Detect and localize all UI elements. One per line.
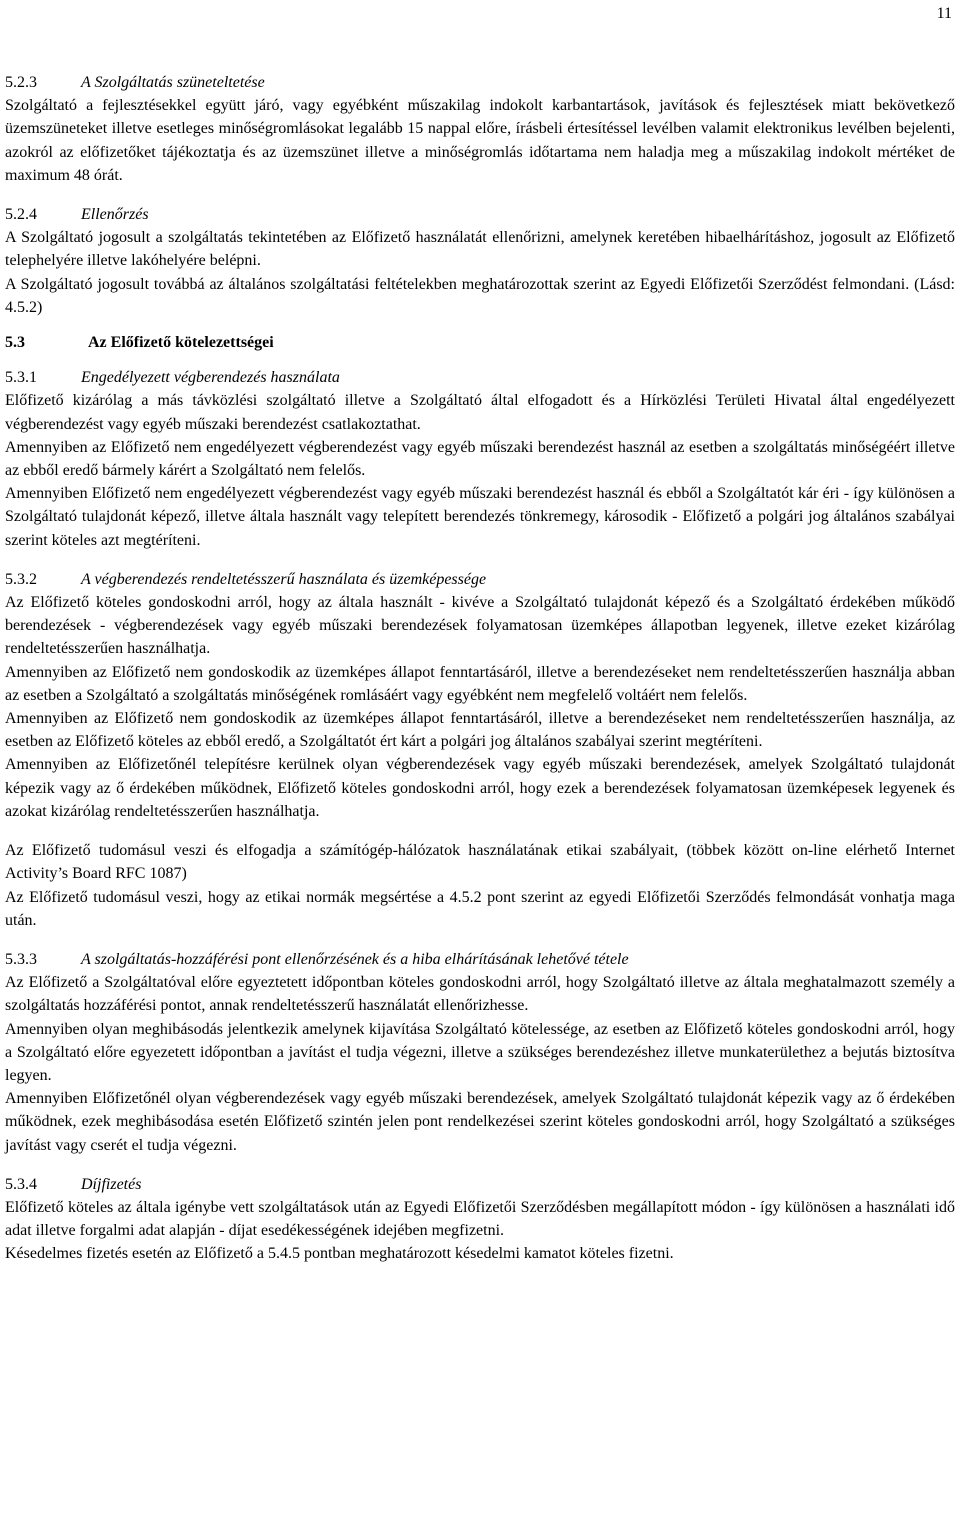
section-heading-5-3-1 <box>5 366 955 389</box>
paragraph: Az Előfizető a Szolgáltatóval előre egyeztetett időpontban köteles gondoskodni arról, hogy Szolgáltató illetve az általa meghatalmazott személy a szolgáltatás hozzáférési pontot, annak rendeltetésszerű használatát ellenőrizhesse. <box>5 974 955 1015</box>
section-number: 5.3.3 <box>5 950 37 968</box>
section-number: 5.2.4 <box>5 206 37 224</box>
paragraph: Az Előfizető tudomásul veszi és elfogadja a számítógép-hálózatok használatának etikai szabályait, (többek között on-line elérhető Internet Activity’s Board RFC 1087) <box>5 842 955 883</box>
section-number: 5.3 <box>5 334 25 352</box>
paragraph: Amennyiben Előfizető nem engedélyezett végberendezést vagy egyéb műszaki berendezést használ és ebből a Szolgáltatót kár éri - így különösen a Szolgáltató tulajdonát képező, illetve általa használt vagy telepített berendezés tönkremegy, károsodik - Előfizető a polgári jog általános szabályai szerint köteles azt megtéríteni. <box>5 485 955 549</box>
document-body <box>5 71 955 1266</box>
section-title: Engedélyezett végberendezés használata <box>81 369 340 387</box>
section-title: A szolgáltatás-hozzáférési pont ellenőrzésének és a hiba elhárításának lehetővé tétele <box>81 950 629 968</box>
paragraph: A Szolgáltató jogosult a szolgáltatás tekintetében az Előfizető használatát ellenőrizni, amelynek keretében hibaelhárításhoz, jogosult az Előfizető telephelyére illetve lakóhelyére belépni. <box>5 229 955 270</box>
section-number: 5.3.1 <box>5 369 37 387</box>
paragraph: Az Előfizető köteles gondoskodni arról, hogy az általa használt - kivéve a Szolgáltató tulajdonát képező és a Szolgáltató érdekében működő berendezések - végberendezések vagy egyéb műszaki berendezések folyamatosan üzemképes állapotban legyenek, illetve ezeket kizárólag rendeltetésszerűen használhatja. <box>5 594 955 658</box>
paragraph: Amennyiben az Előfizető nem gondoskodik az üzemképes állapot fenntartásáról, illetve a berendezéseket nem rendeltetésszerűen használja abban az esetben a Szolgáltató a szolgáltatás minőségének romlásáért vagy egyébként nem megfelelő voltáért nem felelős. <box>5 663 955 704</box>
section-title: Díjfizetés <box>81 1175 142 1193</box>
section-title: Az Előfizető kötelezettségei <box>88 334 274 352</box>
section-heading-5-2-3 <box>5 71 955 94</box>
section-title: A Szolgáltatás szüneteltetése <box>81 74 265 91</box>
paragraph: A Szolgáltató jogosult továbbá az általános szolgáltatási feltételekben meghatározottak szerint az Egyedi Előfizetői Szerződést felmondani. (Lásd: 4.5.2) <box>5 275 955 316</box>
paragraph: Késedelmes fizetés esetén az Előfizető a 5.4.5 pontban meghatározott késedelmi kamatot köteles fizetni. <box>5 1245 674 1263</box>
paragraph: Előfizető köteles az általa igénybe vett szolgáltatások után az Egyedi Előfizetői Szerződésben megállapított módon - így különösen a használati idő adat illetve forgalmi adat alapján - díjat esedékességének idejében megfizetni. <box>5 1198 955 1240</box>
paragraph: Amennyiben az Előfizető nem engedélyezett végberendezést vagy egyéb műszaki berendezést használ az esetben a szolgáltatás minőségéért illetve az ebből eredő bármely kárért a Szolgáltató nem felelős. <box>5 438 955 480</box>
paragraph: Amennyiben Előfizetőnél olyan végberendezések vagy egyéb műszaki berendezések, amelyek Szolgáltató tulajdonát képezik vagy az ő érdekében működnek, ezek meghibásodása esetén Előfizető szintén jelen pont rendelkezései szerint köteles gondoskodni arról, hogy Szolgáltató a szükséges javítást vagy cserét el tudja végezni. <box>5 1090 955 1154</box>
paragraph: Amennyiben olyan meghibásodás jelentkezik amelynek kijavítása Szolgáltató kötelessége, az esetben az Előfizető köteles gondoskodni arról, hogy a Szolgáltató előre egyezetett időpontban a javítást el tudja végezni, illetve a szükséges berendezéshez illetve munkaterülethez a bejutás biztosítva legyen. <box>5 1020 955 1084</box>
section-heading-5-3-2 <box>5 568 955 591</box>
section-number: 5.3.4 <box>5 1175 37 1193</box>
paragraph: Az Előfizető tudomásul veszi, hogy az etikai normák megsértése a 4.5.2 pont szerint az egyedi Előfizetői Szerződés felmondását vonhatja maga után. <box>5 888 955 929</box>
section-number: 5.3.2 <box>5 570 37 588</box>
paragraph: Szolgáltató a fejlesztésekkel együtt járó, vagy egyébként műszakilag indokolt karbantartások, javítások és fejlesztések miatt bekövetkező üzemszüneteket illetve esetleges minőségromlásokat legalább 15 nappal előre, írásbeli értesítéssel levélben valamit elektronikus levélben bejelenti, azokról az előfizetőket tájékoztatja és az üzemszünet illetve a minőségromlás időtartama nem haladja meg a műszakilag indokolt mértéket de maximum 48 órát. <box>5 97 955 184</box>
section-number: 5.2.3 <box>5 74 37 91</box>
section-title: A végberendezés rendeltetésszerű használata és üzemképessége <box>81 570 487 588</box>
section-heading-5-3-4 <box>5 1173 955 1196</box>
section-title: Ellenőrzés <box>81 206 149 224</box>
paragraph: Amennyiben az Előfizető nem gondoskodik az üzemképes állapot fenntartásáról, illetve a berendezéseket nem rendeltetésszerűen használja, az esetben az Előfizető köteles az ebből eredő, a Szolgáltatót ért kárt a polgári jog általános szabályai szerint megtéríteni. <box>5 710 955 751</box>
section-heading-5-3-3 <box>5 948 955 971</box>
section-heading-5-3 <box>5 331 955 354</box>
section-heading-5-2-4 <box>5 203 955 226</box>
paragraph: Amennyiben az Előfizetőnél telepítésre kerülnek olyan végberendezések vagy egyéb műszaki berendezések, amelyek Szolgáltató tulajdonát képezik vagy az ő érdekében működnek, Előfizető köteles gondoskodni arról, hogy ezek a berendezések folyamatosan üzemképesek legyenek és azokat kizárólag rendeltetésszerűen használhatja. <box>5 756 955 820</box>
paragraph: Előfizető kizárólag a más távközlési szolgáltató illetve a Szolgáltató által elfogadott és a Hírközlési Területi Hivatal által engedélyezett végberendezést vagy egyéb műszaki berendezést csatlakoztathat. <box>5 392 955 433</box>
page-number: 11 <box>936 5 952 22</box>
